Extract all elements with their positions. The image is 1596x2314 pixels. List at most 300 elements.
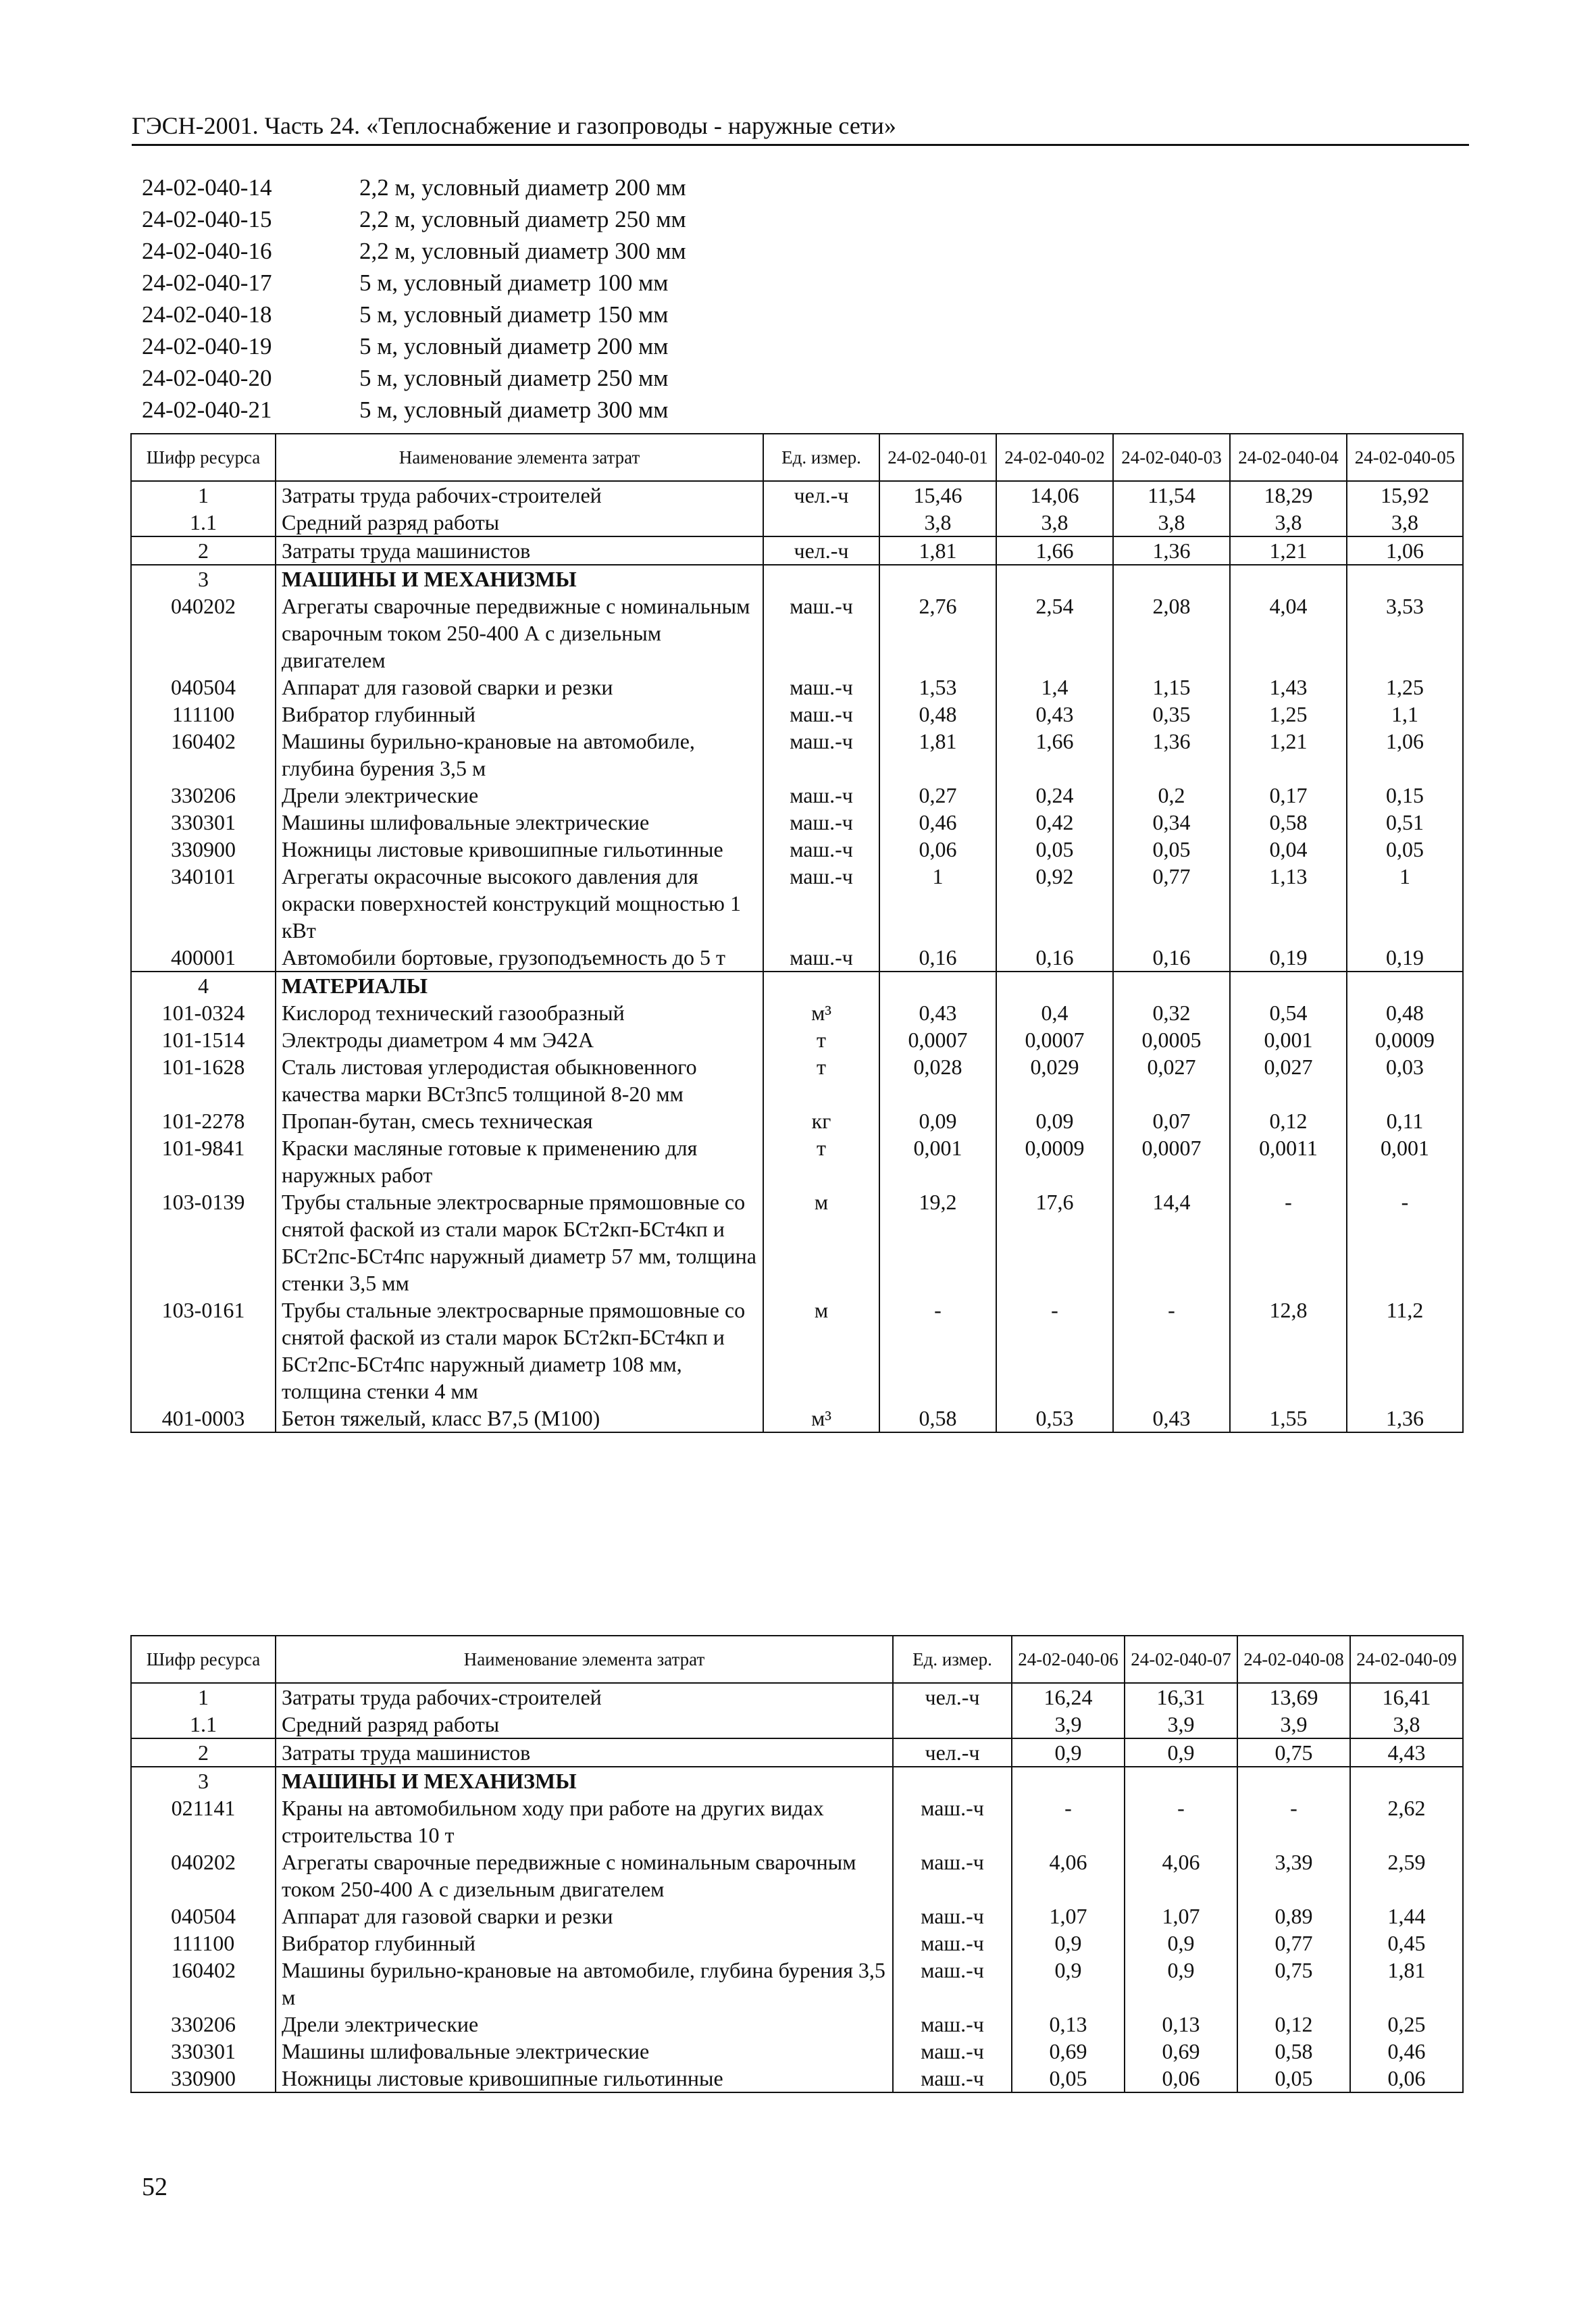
cell-value: 19,2 <box>879 1188 996 1297</box>
table-row <box>131 782 1463 809</box>
page-header <box>132 111 1469 146</box>
table-header-row <box>131 1636 1463 1683</box>
cell-value: - <box>879 1297 996 1405</box>
cell-value: 1,36 <box>1113 536 1230 565</box>
cell-value: 0,9 <box>1012 1957 1125 2011</box>
cell-value: 18,29 <box>1230 481 1347 509</box>
cell-name: Машины шлифовальные электрические <box>276 2038 893 2065</box>
cell-unit: чел.-ч <box>893 1683 1012 1711</box>
cell-value: 4,43 <box>1350 1738 1463 1767</box>
cell-unit: т <box>763 1134 879 1188</box>
cell-name: Бетон тяжелый, класс В7,5 (М100) <box>276 1405 763 1432</box>
cell-value: 0,51 <box>1347 809 1463 836</box>
cell-value: 1,4 <box>996 674 1113 701</box>
cell-unit <box>763 972 879 999</box>
cell-name: Агрегаты сварочные передвижные с номинальным сварочным током 250-400 А с дизельным двигателем <box>276 1848 893 1903</box>
table-row <box>131 1738 1463 1767</box>
cell-value: 3,8 <box>1230 509 1347 536</box>
cell-name: Средний разряд работы <box>276 1711 893 1738</box>
table-row <box>131 1848 1463 1903</box>
cell-value: 1,43 <box>1230 674 1347 701</box>
cell-value: 0,4 <box>996 999 1113 1026</box>
table-row <box>131 999 1463 1026</box>
cell-value: 0,0009 <box>1347 1026 1463 1053</box>
cell-unit: маш.-ч <box>763 593 879 674</box>
cell-code: 160402 <box>131 728 276 782</box>
cell-value: 0,001 <box>879 1134 996 1188</box>
cell-value: 0,001 <box>1347 1134 1463 1188</box>
cell-value: 1,15 <box>1113 674 1230 701</box>
cell-value: 0,48 <box>1347 999 1463 1026</box>
cell-unit: маш.-ч <box>893 1930 1012 1957</box>
cell-unit: маш.-ч <box>763 944 879 972</box>
cell-name: Сталь листовая углеродистая обыкновенного качества марки ВСт3пс5 толщиной 8-20 мм <box>276 1053 763 1107</box>
table-row <box>131 1930 1463 1957</box>
cell-unit: м³ <box>763 999 879 1026</box>
cell-code: 103-0139 <box>131 1188 276 1297</box>
cell-value: 0,48 <box>879 701 996 728</box>
cell-unit: маш.-ч <box>763 836 879 863</box>
cell-value: 3,8 <box>1347 509 1463 536</box>
cell-value: 0,07 <box>1113 1107 1230 1134</box>
cell-value: 0,25 <box>1350 2011 1463 2038</box>
cell-unit: маш.-ч <box>763 809 879 836</box>
cell-value <box>1350 1767 1463 1794</box>
cell-value: 1,25 <box>1230 701 1347 728</box>
cell-code: 101-2278 <box>131 1107 276 1134</box>
header-norm-code: 24-02-040-01 <box>879 434 996 481</box>
cell-code: 040202 <box>131 593 276 674</box>
cell-code: 040504 <box>131 1903 276 1930</box>
cell-code: 040504 <box>131 674 276 701</box>
cell-value: - <box>1012 1794 1125 1848</box>
cell-name: Аппарат для газовой сварки и резки <box>276 1903 893 1930</box>
table-row <box>131 836 1463 863</box>
cell-unit: маш.-ч <box>893 2038 1012 2065</box>
cell-name: Машины бурильно-крановые на автомобиле, глубина бурения 3,5 м <box>276 728 763 782</box>
cell-code: 330301 <box>131 2038 276 2065</box>
cell-code: 340101 <box>131 863 276 944</box>
code-id: 24-02-040-18 <box>142 301 272 328</box>
cell-value: 1,06 <box>1347 728 1463 782</box>
cell-value <box>1347 565 1463 593</box>
cell-value: 1 <box>1347 863 1463 944</box>
cell-code: 330301 <box>131 809 276 836</box>
table-row <box>131 863 1463 944</box>
cell-value <box>1237 1767 1350 1794</box>
table-row <box>131 1794 1463 1848</box>
cell-value: 0,06 <box>1350 2065 1463 2092</box>
cell-value: 0,09 <box>996 1107 1113 1134</box>
cell-code: 1.1 <box>131 509 276 536</box>
cell-value: 3,9 <box>1012 1711 1125 1738</box>
cell-value: 15,46 <box>879 481 996 509</box>
cell-value: - <box>1113 1297 1230 1405</box>
cell-name: МАШИНЫ И МЕХАНИЗМЫ <box>276 565 763 593</box>
cell-code: 111100 <box>131 701 276 728</box>
cell-code: 040202 <box>131 1848 276 1903</box>
cell-value: 0,9 <box>1012 1930 1125 1957</box>
cell-value: 1,81 <box>879 536 996 565</box>
cell-value: 0,15 <box>1347 782 1463 809</box>
cell-value: 2,54 <box>996 593 1113 674</box>
cell-value: 16,31 <box>1125 1683 1237 1711</box>
cell-value: 4,06 <box>1012 1848 1125 1903</box>
cell-value: 0,13 <box>1012 2011 1125 2038</box>
cell-unit: маш.-ч <box>763 728 879 782</box>
table-row <box>131 1683 1463 1711</box>
cell-value: 11,2 <box>1347 1297 1463 1405</box>
cell-value: 2,08 <box>1113 593 1230 674</box>
cell-value: 0,45 <box>1350 1930 1463 1957</box>
table-row <box>131 701 1463 728</box>
cell-unit: маш.-ч <box>763 674 879 701</box>
cell-value: 0,09 <box>879 1107 996 1134</box>
cell-value: 1,07 <box>1012 1903 1125 1930</box>
cell-value <box>996 972 1113 999</box>
code-list-item <box>142 235 1087 267</box>
table-row <box>131 1767 1463 1794</box>
cell-value: 1,66 <box>996 728 1113 782</box>
code-description: 2,2 м, условный диаметр 300 мм <box>359 238 686 264</box>
cell-name: МАШИНЫ И МЕХАНИЗМЫ <box>276 1767 893 1794</box>
cell-name: Ножницы листовые кривошипные гильотинные <box>276 2065 893 2092</box>
cell-unit <box>893 1711 1012 1738</box>
cell-value: 13,69 <box>1237 1683 1350 1711</box>
cell-value: 1,1 <box>1347 701 1463 728</box>
cell-value: 1,36 <box>1347 1405 1463 1432</box>
cell-value: 14,06 <box>996 481 1113 509</box>
cell-value: 0,05 <box>996 836 1113 863</box>
cell-value: 0,24 <box>996 782 1113 809</box>
cell-code: 330900 <box>131 836 276 863</box>
page-title: ГЭСН-2001. Часть 24. «Теплоснабжение и газопроводы - наружные сети» <box>132 112 896 139</box>
cell-value: 16,41 <box>1350 1683 1463 1711</box>
table-row <box>131 1107 1463 1134</box>
cell-value: 0,03 <box>1347 1053 1463 1107</box>
table-row <box>131 1134 1463 1188</box>
table-row <box>131 972 1463 999</box>
cell-value: 0,58 <box>879 1405 996 1432</box>
cell-value: 0,46 <box>879 809 996 836</box>
cell-value <box>1113 972 1230 999</box>
cell-code: 400001 <box>131 944 276 972</box>
cell-value: 0,46 <box>1350 2038 1463 2065</box>
cell-value: 3,53 <box>1347 593 1463 674</box>
cell-code: 2 <box>131 1738 276 1767</box>
cell-unit: маш.-ч <box>893 1957 1012 2011</box>
resource-table-2 <box>130 1635 1464 2093</box>
cell-code: 160402 <box>131 1957 276 2011</box>
cell-value: 1,36 <box>1113 728 1230 782</box>
code-list-item <box>142 203 1087 235</box>
code-id: 24-02-040-20 <box>142 365 272 391</box>
cell-value: 1,07 <box>1125 1903 1237 1930</box>
cell-code: 3 <box>131 565 276 593</box>
header-norm-code: 24-02-040-06 <box>1012 1636 1125 1683</box>
cell-name: Ножницы листовые кривошипные гильотинные <box>276 836 763 863</box>
header-name: Наименование элемента затрат <box>276 434 763 481</box>
cell-value: 4,06 <box>1125 1848 1237 1903</box>
cell-value: 0,12 <box>1237 2011 1350 2038</box>
cell-unit <box>763 509 879 536</box>
table-row <box>131 1405 1463 1432</box>
cell-code: 330900 <box>131 2065 276 2092</box>
cell-value <box>1230 565 1347 593</box>
cell-value: 16,24 <box>1012 1683 1125 1711</box>
cell-value: 1,66 <box>996 536 1113 565</box>
cell-value: 0,9 <box>1012 1738 1125 1767</box>
code-description: 5 м, условный диаметр 150 мм <box>359 301 669 328</box>
code-list <box>142 172 1087 426</box>
cell-value: 0,029 <box>996 1053 1113 1107</box>
cell-name: Затраты труда рабочих-строителей <box>276 481 763 509</box>
cell-value: 1,21 <box>1230 536 1347 565</box>
table-row <box>131 674 1463 701</box>
header-name: Наименование элемента затрат <box>276 1636 893 1683</box>
cell-unit: маш.-ч <box>893 1903 1012 1930</box>
code-description: 5 м, условный диаметр 100 мм <box>359 270 669 296</box>
cell-value: 0,16 <box>996 944 1113 972</box>
cell-value: 1,81 <box>879 728 996 782</box>
table-row <box>131 1297 1463 1405</box>
cell-value: 0,0007 <box>879 1026 996 1053</box>
table-row <box>131 1903 1463 1930</box>
cell-value: 0,001 <box>1230 1026 1347 1053</box>
cell-value: 0,32 <box>1113 999 1230 1026</box>
cell-value: 3,8 <box>1113 509 1230 536</box>
code-list-item <box>142 330 1087 362</box>
cell-value: - <box>1237 1794 1350 1848</box>
header-norm-code: 24-02-040-04 <box>1230 434 1347 481</box>
cell-name: Трубы стальные электросварные прямошовные со снятой фаской из стали марок БСт2кп-БСт4кп и БСт2пс-БСт4пс наружный диаметр 57 мм, толщина стенки 3,5 мм <box>276 1188 763 1297</box>
cell-value: 0,06 <box>879 836 996 863</box>
cell-unit: кг <box>763 1107 879 1134</box>
header-norm-code: 24-02-040-09 <box>1350 1636 1463 1683</box>
table-row <box>131 1957 1463 2011</box>
code-id: 24-02-040-15 <box>142 206 272 232</box>
cell-value: 0,16 <box>1113 944 1230 972</box>
table-row <box>131 2011 1463 2038</box>
code-description: 5 м, условный диаметр 300 мм <box>359 397 669 423</box>
table-row <box>131 509 1463 536</box>
cell-name: Вибратор глубинный <box>276 1930 893 1957</box>
cell-name: Кислород технический газообразный <box>276 999 763 1026</box>
code-id: 24-02-040-14 <box>142 174 272 201</box>
cell-value: 0,0005 <box>1113 1026 1230 1053</box>
cell-name: Краски масляные готовые к применению для наружных работ <box>276 1134 763 1188</box>
cell-unit: маш.-ч <box>893 2011 1012 2038</box>
cell-code: 101-0324 <box>131 999 276 1026</box>
cell-value: 0,34 <box>1113 809 1230 836</box>
cell-value: 3,9 <box>1237 1711 1350 1738</box>
cell-name: Трубы стальные электросварные прямошовные со снятой фаской из стали марок БСт2кп-БСт4кп и БСт2пс-БСт4пс наружный диаметр 108 мм, толщина стенки 4 мм <box>276 1297 763 1405</box>
code-description: 2,2 м, условный диаметр 250 мм <box>359 206 686 232</box>
page-number: 52 <box>142 2173 168 2201</box>
cell-value: 0,05 <box>1347 836 1463 863</box>
header-code: Шифр ресурса <box>131 434 276 481</box>
cell-unit: т <box>763 1053 879 1107</box>
cell-name: Машины бурильно-крановые на автомобиле, глубина бурения 3,5 м <box>276 1957 893 2011</box>
header-norm-code: 24-02-040-02 <box>996 434 1113 481</box>
table-row <box>131 809 1463 836</box>
cell-value: 3,8 <box>1350 1711 1463 1738</box>
header-norm-code: 24-02-040-03 <box>1113 434 1230 481</box>
cell-value: 0,11 <box>1347 1107 1463 1134</box>
cell-value: 0,05 <box>1012 2065 1125 2092</box>
cell-unit: м³ <box>763 1405 879 1432</box>
cell-value: 1,06 <box>1347 536 1463 565</box>
header-unit: Ед. измер. <box>893 1636 1012 1683</box>
cell-value: 0,43 <box>879 999 996 1026</box>
cell-unit: маш.-ч <box>763 863 879 944</box>
code-description: 2,2 м, условный диаметр 200 мм <box>359 174 686 201</box>
cell-value: 0,2 <box>1113 782 1230 809</box>
cell-value: 17,6 <box>996 1188 1113 1297</box>
cell-value: 0,0007 <box>1113 1134 1230 1188</box>
cell-value: 0,42 <box>996 809 1113 836</box>
code-list-item <box>142 394 1087 426</box>
table-row <box>131 481 1463 509</box>
cell-value: 0,05 <box>1113 836 1230 863</box>
cell-value: 1,13 <box>1230 863 1347 944</box>
cell-value: 0,06 <box>1125 2065 1237 2092</box>
cell-value: 1,81 <box>1350 1957 1463 2011</box>
cell-unit <box>763 565 879 593</box>
table-row <box>131 2065 1463 2092</box>
table-row <box>131 1188 1463 1297</box>
cell-value: 0,75 <box>1237 1738 1350 1767</box>
cell-value: 0,05 <box>1237 2065 1350 2092</box>
cell-value: 0,16 <box>879 944 996 972</box>
cell-code: 330206 <box>131 2011 276 2038</box>
cell-name: Затраты труда машинистов <box>276 536 763 565</box>
cell-code: 1.1 <box>131 1711 276 1738</box>
table-row <box>131 536 1463 565</box>
cell-value: 0,17 <box>1230 782 1347 809</box>
cell-value: 0,027 <box>1113 1053 1230 1107</box>
cell-unit: маш.-ч <box>893 1794 1012 1848</box>
cell-value: 0,04 <box>1230 836 1347 863</box>
cell-unit: маш.-ч <box>893 1848 1012 1903</box>
code-description: 5 м, условный диаметр 250 мм <box>359 365 669 391</box>
code-id: 24-02-040-21 <box>142 397 272 423</box>
cell-code: 2 <box>131 536 276 565</box>
cell-value: 0,89 <box>1237 1903 1350 1930</box>
header-code: Шифр ресурса <box>131 1636 276 1683</box>
cell-name: Дрели электрические <box>276 2011 893 2038</box>
cell-value: 0,027 <box>1230 1053 1347 1107</box>
cell-name: Дрели электрические <box>276 782 763 809</box>
cell-unit: маш.-ч <box>763 701 879 728</box>
table-row <box>131 593 1463 674</box>
cell-name: МАТЕРИАЛЫ <box>276 972 763 999</box>
cell-name: Затраты труда машинистов <box>276 1738 893 1767</box>
cell-code: 1 <box>131 1683 276 1711</box>
cell-value: 0,77 <box>1237 1930 1350 1957</box>
cell-value <box>1012 1767 1125 1794</box>
cell-value: 2,59 <box>1350 1848 1463 1903</box>
cell-value <box>1347 972 1463 999</box>
cell-unit: м <box>763 1297 879 1405</box>
cell-name: Автомобили бортовые, грузоподъемность до 5 т <box>276 944 763 972</box>
cell-value: 0,58 <box>1237 2038 1350 2065</box>
cell-value: 0,0009 <box>996 1134 1113 1188</box>
cell-value: 1,53 <box>879 674 996 701</box>
cell-value: 1,25 <box>1347 674 1463 701</box>
cell-value: 15,92 <box>1347 481 1463 509</box>
cell-code: 330206 <box>131 782 276 809</box>
code-list-item <box>142 267 1087 299</box>
table-row <box>131 1053 1463 1107</box>
cell-unit: чел.-ч <box>763 481 879 509</box>
code-id: 24-02-040-16 <box>142 238 272 264</box>
cell-name: Агрегаты сварочные передвижные с номинальным сварочным током 250-400 А с дизельным двигателем <box>276 593 763 674</box>
cell-code: 3 <box>131 1767 276 1794</box>
cell-unit: м <box>763 1188 879 1297</box>
table-row <box>131 728 1463 782</box>
cell-name: Электроды диаметром 4 мм Э42А <box>276 1026 763 1053</box>
cell-value: 0,35 <box>1113 701 1230 728</box>
cell-value: 0,028 <box>879 1053 996 1107</box>
cell-unit: маш.-ч <box>893 2065 1012 2092</box>
table-row <box>131 2038 1463 2065</box>
table-row <box>131 944 1463 972</box>
cell-unit: чел.-ч <box>763 536 879 565</box>
cell-unit <box>893 1767 1012 1794</box>
cell-code: 021141 <box>131 1794 276 1848</box>
cell-unit: маш.-ч <box>763 782 879 809</box>
cell-value: 0,53 <box>996 1405 1113 1432</box>
table-header-row <box>131 434 1463 481</box>
cell-value: 3,39 <box>1237 1848 1350 1903</box>
cell-value <box>1230 972 1347 999</box>
resource-table-1 <box>130 433 1464 1433</box>
cell-value: 0,69 <box>1012 2038 1125 2065</box>
cell-value: 2,62 <box>1350 1794 1463 1848</box>
table-row <box>131 565 1463 593</box>
cell-code: 101-1514 <box>131 1026 276 1053</box>
cell-value: 0,54 <box>1230 999 1347 1026</box>
cell-value <box>1113 565 1230 593</box>
code-list-item <box>142 299 1087 330</box>
cell-unit: чел.-ч <box>893 1738 1012 1767</box>
code-list-item <box>142 362 1087 394</box>
code-id: 24-02-040-19 <box>142 333 272 359</box>
cell-code: 4 <box>131 972 276 999</box>
cell-unit: т <box>763 1026 879 1053</box>
cell-value: 1 <box>879 863 996 944</box>
cell-value: 0,19 <box>1347 944 1463 972</box>
cell-value: - <box>1230 1188 1347 1297</box>
cell-value: 0,12 <box>1230 1107 1347 1134</box>
cell-code: 401-0003 <box>131 1405 276 1432</box>
cell-value: - <box>996 1297 1113 1405</box>
cell-value: 0,9 <box>1125 1957 1237 2011</box>
cell-value: 1,21 <box>1230 728 1347 782</box>
cell-value: 0,77 <box>1113 863 1230 944</box>
code-list-item <box>142 172 1087 203</box>
cell-value: 0,9 <box>1125 1930 1237 1957</box>
cell-value: 3,8 <box>879 509 996 536</box>
cell-value <box>996 565 1113 593</box>
cell-value: 0,92 <box>996 863 1113 944</box>
cell-value <box>879 565 996 593</box>
cell-value: 0,43 <box>996 701 1113 728</box>
cell-value: - <box>1347 1188 1463 1297</box>
code-id: 24-02-040-17 <box>142 270 272 296</box>
table-row <box>131 1026 1463 1053</box>
